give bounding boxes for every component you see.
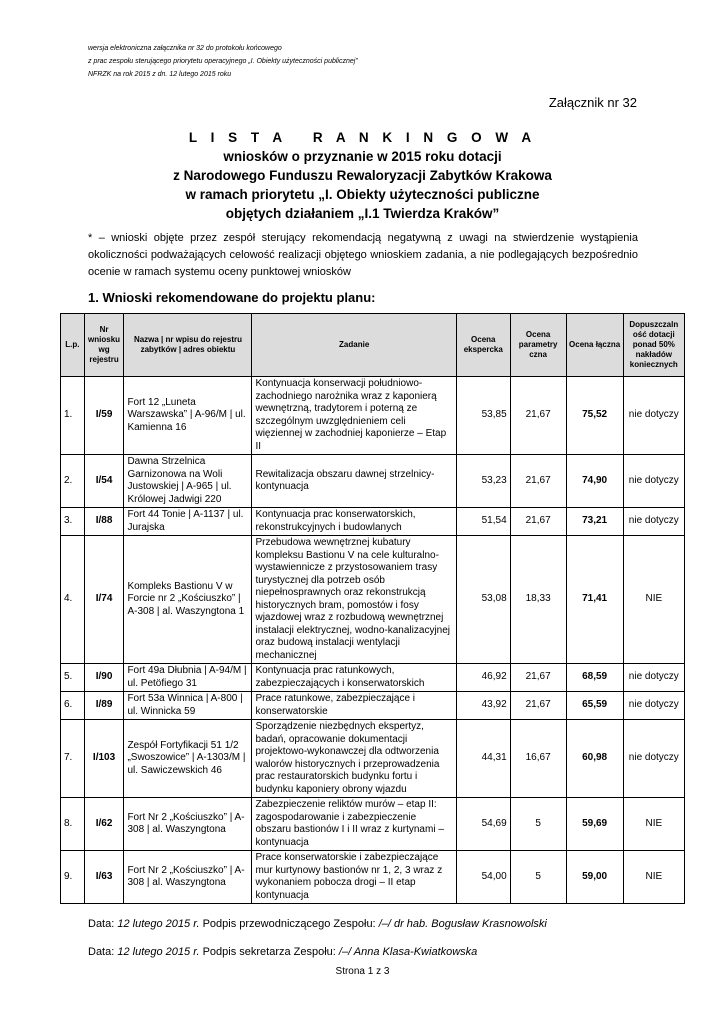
cell-parametryczna: 21,67 [510,377,566,455]
cell-ekspercka: 43,92 [456,692,510,720]
cell-parametryczna: 18,33 [510,536,566,664]
cell-dopuszczalnosc: nie dotyczy [623,377,684,455]
table-row [61,508,685,536]
title-line: z Narodowego Funduszu Rewaloryzacji Zabytków Krakowa [173,168,552,183]
cell-nazwa: Dawna Strzelnica Garnizonowa na Woli Justowskiej | A-965 | ul. Królowej Jadwigi 220 [124,455,252,508]
cell-nr: I/54 [84,455,124,508]
secretary-signature: Data: 12 lutego 2015 r. Podpis sekretarza Zespołu: /–/ Anna Klasa-Kwiatkowska [88,946,478,958]
cell-parametryczna: 16,67 [510,720,566,798]
cell-ekspercka: 44,31 [456,720,510,798]
attachment-label: Załącznik nr 32 [548,95,637,110]
title-line: wniosków o przyznanie w 2015 roku dotacji [223,149,502,164]
cell-dopuszczalnosc: nie dotyczy [623,692,684,720]
header-line: wersja elektroniczna załącznika nr 32 do protokołu końcowego [88,45,282,52]
page-number: Strona 1 z 3 [335,966,390,977]
cell-zadanie: Prace konserwatorskie i zabezpieczające mur kurtynowy bastionów nr 1, 2, 3 wraz z wykonaniem pobocza drogi – II etap kontynuacja [252,851,456,904]
cell-laczna: 60,98 [566,720,623,798]
cell-dopuszczalnosc: nie dotyczy [623,508,684,536]
cell-dopuszczalnosc: nie dotyczy [623,720,684,798]
cell-zadanie: Kontynuacja prac konserwatorskich, rekonstrukcyjnych i budowlanych [252,508,456,536]
cell-lp: 8. [61,798,85,851]
cell-parametryczna: 5 [510,798,566,851]
cell-nr: I/89 [84,692,124,720]
table-row [61,720,685,798]
cell-nazwa: Fort 44 Tonie | A-1137 | ul. Jurajska [124,508,252,536]
section-title: 1. Wnioski rekomendowane do projektu planu: [88,290,376,305]
cell-nr: I/62 [84,798,124,851]
cell-ekspercka: 53,23 [456,455,510,508]
cell-lp: 9. [61,851,85,904]
cell-lp: 6. [61,692,85,720]
cell-ekspercka: 51,54 [456,508,510,536]
cell-lp: 3. [61,508,85,536]
cell-zadanie: Sporządzenie niezbędnych ekspertyz, badań, opracowanie dokumentacji projektowo-wykonawczej dla odtworzenia walorów historycznych i przeprowadzenia prac restauratorskich budynku fortu i budynku kaponiery obrony wjazdu [252,720,456,798]
table-header-row [61,314,685,377]
header-parametryczna: Ocena parametry czna [510,314,566,377]
cell-ekspercka: 46,92 [456,664,510,692]
cell-ekspercka: 54,69 [456,798,510,851]
cell-nazwa: Fort 49a Dłubnia | A-94/M | ul. Petöfiego 31 [124,664,252,692]
header-laczna: Ocena łączna [566,314,623,377]
header-zadanie: Zadanie [252,314,456,377]
cell-nr: I/103 [84,720,124,798]
header-nazwa: Nazwa | nr wpisu do rejestru zabytków | adres obiektu [124,314,252,377]
cell-zadanie: Rewitalizacja obszaru dawnej strzelnicy- kontynuacja [252,455,456,508]
header-lp: L.p. [61,314,85,377]
table-row [61,692,685,720]
cell-laczna: 68,59 [566,664,623,692]
cell-nr: I/90 [84,664,124,692]
chair-signature: Data: 12 lutego 2015 r. Podpis przewodniczącego Zespołu: /–/ dr hab. Bogusław Krasnowolski [88,918,547,930]
cell-lp: 2. [61,455,85,508]
cell-nazwa: Kompleks Bastionu V w Forcie nr 2 „Kościuszko” | A-308 | al. Waszyngtona 1 [124,536,252,664]
cell-lp: 1. [61,377,85,455]
cell-lp: 5. [61,664,85,692]
cell-dopuszczalnosc: NIE [623,798,684,851]
cell-nr: I/63 [84,851,124,904]
cell-zadanie: Prace ratunkowe, zabezpieczające i konserwatorskie [252,692,456,720]
header-dopuszczalnosc: Dopuszczaln ość dotacji ponad 50% nakładów koniecznych [623,314,684,377]
table-row [61,798,685,851]
cell-laczna: 65,59 [566,692,623,720]
cell-ekspercka: 53,85 [456,377,510,455]
cell-parametryczna: 21,67 [510,455,566,508]
cell-ekspercka: 54,00 [456,851,510,904]
cell-zadanie: Przebudowa wewnętrznej kubatury kompleksu Bastionu V na cele kulturalno-wystawiennicze z przystosowaniem trasy turystycznej dla potrzeb osób niepełnosprawnych oraz rekonstrukcją historycznych bram, pomostów i fosy wjazdowej wraz z rozbudową wewnętrznej instalacji elektrycznej, wodno-kanalizacyjnej oraz budową instalacji wentylacji mechanicznej [252,536,456,664]
document-header [88,42,358,81]
cell-parametryczna: 21,67 [510,664,566,692]
cell-laczna: 73,21 [566,508,623,536]
title-line: w ramach priorytetu „I. Obiekty użyteczności publiczne [185,187,540,202]
cell-lp: 7. [61,720,85,798]
header-line: z prac zespołu sterującego priorytetu operacyjnego „I. Obiekty użyteczności publicznej” [88,58,358,65]
cell-nr: I/59 [84,377,124,455]
table-row [61,536,685,664]
document-title [60,128,665,223]
cell-lp: 4. [61,536,85,664]
cell-ekspercka: 53,08 [456,536,510,664]
cell-laczna: 75,52 [566,377,623,455]
title-line: L I S T A R A N K I N G O W A [188,130,537,145]
cell-nazwa: Fort Nr 2 „Kościuszko” | A-308 | al. Waszyngtona [124,798,252,851]
cell-laczna: 59,00 [566,851,623,904]
header-nr: Nr wniosku wg rejestru [84,314,124,377]
cell-nazwa: Fort 12 „Luneta Warszawska” | A-96/M | ul. Kamienna 16 [124,377,252,455]
cell-nr: I/74 [84,536,124,664]
cell-nazwa: Zespół Fortyfikacji 51 1/2 „Swoszowice” | A-1303/M | ul. Sawiczewskich 46 [124,720,252,798]
cell-laczna: 71,41 [566,536,623,664]
cell-zadanie: Kontynuacja konserwacji południowo-zachodniego narożnika wraz z kaponierą wewnętrzną, tradytorem i poterną ze szczególnym uwzględnieniem celi więziennej w zachodniej kaponierze – Etap II [252,377,456,455]
cell-parametryczna: 21,67 [510,692,566,720]
table-row [61,664,685,692]
cell-nr: I/88 [84,508,124,536]
cell-zadanie: Kontynuacja prac ratunkowych, zabezpieczających i konserwatorskich [252,664,456,692]
cell-dopuszczalnosc: nie dotyczy [623,664,684,692]
cell-dopuszczalnosc: NIE [623,536,684,664]
table-row [61,455,685,508]
cell-laczna: 59,69 [566,798,623,851]
cell-zadanie: Zabezpieczenie reliktów murów – etap II: zagospodarowanie i zabezpieczenie obszaru bastionów I i II wraz z kurtynami – kontynuacja [252,798,456,851]
cell-dopuszczalnosc: nie dotyczy [623,455,684,508]
asterisk-note: * – wnioski objęte przez zespół sterujący rekomendacją negatywną z uwagi na stwierdzenie wystąpienia okoliczności podważających celowość realizacji objętego wnioskiem zadania, a nie podlegających bezpośrednio ocenie w ramach systemu oceny punktowej wniosków [88,232,638,278]
header-ekspercka: Ocena ekspercka [456,314,510,377]
header-line: NFRZK na rok 2015 z dn. 12 lutego 2015 roku [88,71,232,78]
cell-laczna: 74,90 [566,455,623,508]
cell-nazwa: Fort Nr 2 „Kościuszko” | A-308 | al. Waszyngtona [124,851,252,904]
cell-parametryczna: 5 [510,851,566,904]
cell-parametryczna: 21,67 [510,508,566,536]
table-row [61,851,685,904]
cell-dopuszczalnosc: NIE [623,851,684,904]
title-line: objętych działaniem „I.1 Twierdza Kraków” [225,206,500,221]
cell-nazwa: Fort 53a Winnica | A-800 | ul. Winnicka 59 [124,692,252,720]
ranking-table [60,313,685,904]
table-row [61,377,685,455]
